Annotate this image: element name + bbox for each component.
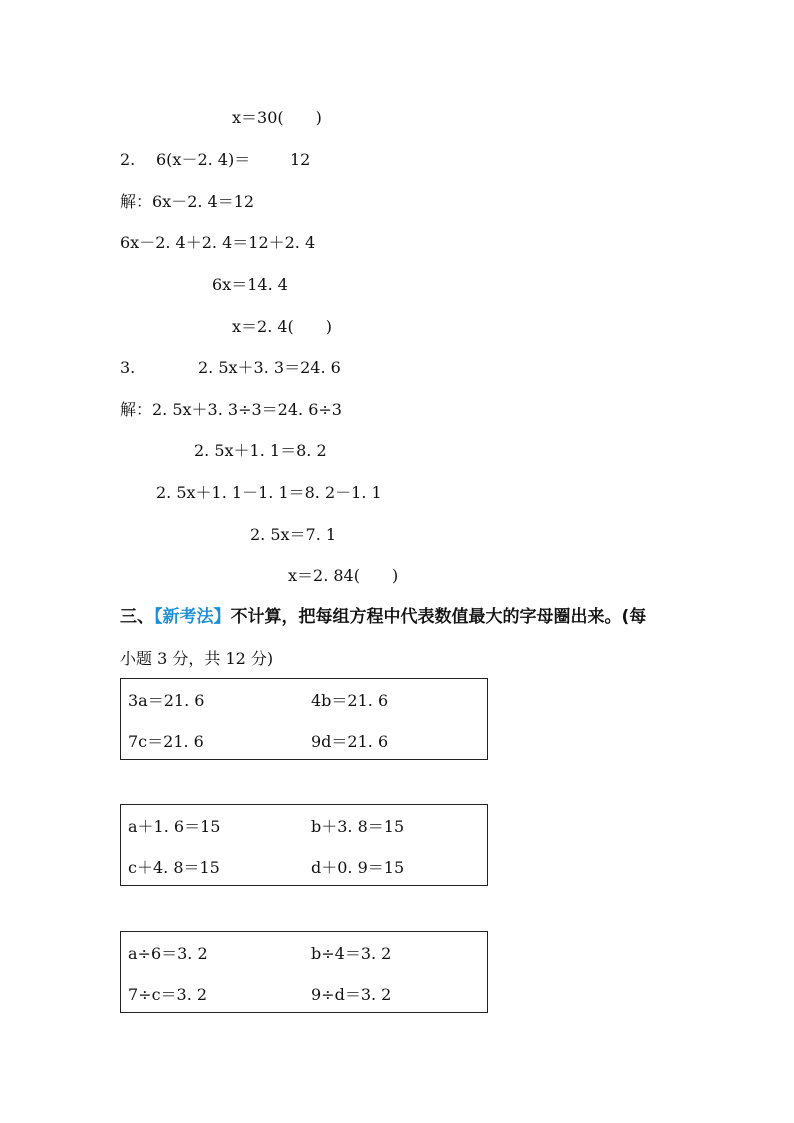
equation-c[interactable]: c＋4. 8＝15: [128, 858, 220, 877]
section-heading: [120, 607, 646, 627]
solution-line: 6x＝14. 4: [212, 275, 288, 294]
equation-b[interactable]: 4b＝21. 6: [311, 691, 389, 710]
equation-b[interactable]: b＋3. 8＝15: [311, 817, 405, 836]
solution-line: 解：6x－2. 4＝12: [120, 192, 255, 211]
solution-line: 2. 5x＝7. 1: [250, 525, 337, 544]
problem-number: 3.: [120, 358, 136, 377]
problem-equation: 2. 5x＋3. 3＝24. 6: [198, 358, 341, 377]
equation-c[interactable]: 7c＝21. 6: [128, 732, 204, 751]
equation-d[interactable]: 9÷d＝3. 2: [311, 985, 392, 1004]
problem-equation: 6(x－2. 4)＝: [156, 150, 251, 169]
section-instruction-cont: 小题 3 分，共 12 分): [120, 649, 274, 668]
equation-a[interactable]: 3a＝21. 6: [128, 691, 205, 710]
problem-number: 2.: [120, 150, 136, 169]
equation-group-box: [120, 804, 488, 886]
tag-bracket-open: 【: [154, 607, 163, 627]
new-method-tag: 新考法: [162, 607, 214, 627]
solution-line: 2. 5x＋1. 1－1. 1＝8. 2－1. 1: [156, 483, 382, 502]
solution-line: x＝2. 84( ): [288, 566, 399, 585]
section-number: 三、: [120, 607, 154, 627]
solution-line: x＝30( ): [232, 108, 322, 127]
section-instruction: 不计算，把每组方程中代表数值最大的字母圈出来。(每: [230, 607, 647, 627]
solution-line: 2. 5x＋1. 1＝8. 2: [194, 441, 327, 460]
equation-a[interactable]: a＋1. 6＝15: [128, 817, 221, 836]
equation-b[interactable]: b÷4＝3. 2: [311, 944, 392, 963]
tag-bracket-close: 】: [213, 607, 231, 627]
equation-c[interactable]: 7÷c＝3. 2: [128, 985, 208, 1004]
problem-equation-rhs: 12: [290, 150, 311, 169]
equation-group-box: [120, 931, 488, 1013]
solution-line: 解：2. 5x＋3. 3÷3＝24. 6÷3: [120, 400, 342, 419]
equation-group-box: [120, 678, 488, 760]
solution-line: 6x－2. 4＋2. 4＝12＋2. 4: [120, 233, 316, 252]
equation-d[interactable]: d＋0. 9＝15: [311, 858, 405, 877]
equation-d[interactable]: 9d＝21. 6: [311, 732, 389, 751]
equation-a[interactable]: a÷6＝3. 2: [128, 944, 208, 963]
solution-line: x＝2. 4( ): [232, 317, 333, 336]
